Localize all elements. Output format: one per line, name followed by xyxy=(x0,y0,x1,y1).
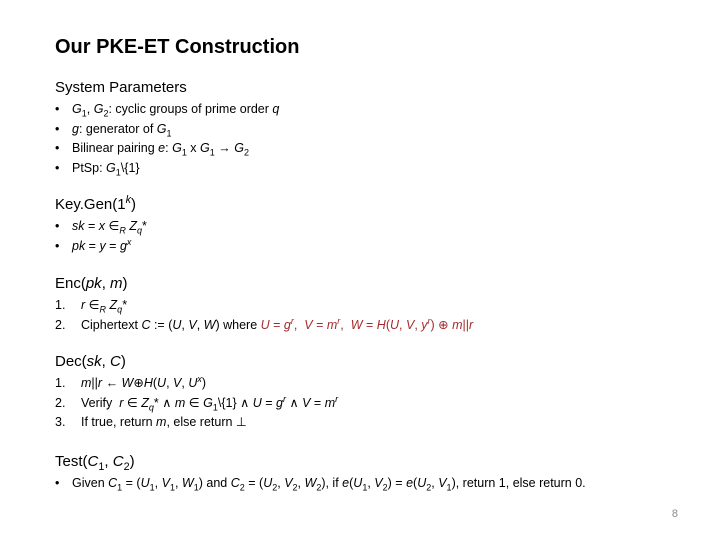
keygen-list xyxy=(55,217,147,256)
system-parameters-list xyxy=(55,100,279,178)
bullet-marker: • xyxy=(55,219,60,233)
bullet-marker: • xyxy=(55,121,60,136)
list-item: 1. m||r ← W⊕H(U, V, $U^x$) xyxy=(55,374,338,394)
test-heading: $Test(C_1$, $C_2$) xyxy=(55,453,135,473)
ciphertext-definition: $U = g^r$, $V = m^r$, W = H(U, V, $y^r$) ⊕ m||r xyxy=(260,315,474,332)
list-item: • g: generator of $G_1$ xyxy=(55,121,172,138)
list-item: 3. If true, return m, else return ⊥ xyxy=(55,413,338,433)
keygen-heading: Key.Gen(1$^k$) xyxy=(55,194,136,213)
number-marker: 2. xyxy=(55,317,66,332)
system-parameters-heading: System Parameters xyxy=(55,79,187,96)
list-item: • $G_1$, $G_2$: cyclic groups of prime order q xyxy=(55,102,280,119)
enc-heading: Enc(pk, m) xyxy=(55,275,128,292)
list-item: 2. Ciphertext C := (U, V, W) where $U = g^r$, $V = m^r$, W = H(U, V, $y^r$) ⊕ m||r xyxy=(55,316,473,336)
bullet-marker: • xyxy=(55,476,60,490)
test-list xyxy=(55,474,586,494)
bullet-marker: • xyxy=(55,238,60,253)
enc-section xyxy=(55,274,473,335)
list-item: 2. Verify r ∈ $Z_q*$ ∧ m ∈ $G_1\backslash\{1\}$ ∧ $U = g^r$ ∧ $V = m^r$ xyxy=(55,393,339,412)
test-section xyxy=(55,452,586,494)
keygen-section xyxy=(55,195,147,256)
number-marker: 1. xyxy=(55,376,66,390)
slide-title: Our PKE-ET Construction xyxy=(55,36,300,58)
dec-list xyxy=(55,374,338,433)
list-item: • sk = x $\in_R$ $Z_q*$ xyxy=(55,219,147,236)
number-marker: 2. xyxy=(55,395,66,410)
list-item: 1. r $\in_R$ $Z_q*$ xyxy=(55,298,128,315)
list-item: • Bilinear pairing e: $G_1$ x $G_1 \to G_2$ xyxy=(55,141,249,158)
page-number: 8 xyxy=(671,508,678,520)
list-item: • Given $C_1 = (U_1$, $V_1$, $W_1$) and $C_2 = (U_2$, $V_2$, $W_2$), if $e(U_1$, $V_2) = e(U_2$, $V_1$), return 1, else return 0. xyxy=(55,476,586,493)
list-item: • pk = $y = g^x$ xyxy=(55,237,147,257)
dec-heading: Dec(sk, C) xyxy=(55,353,126,370)
list-item: • PtSp: $G_1\backslash\{1\}$ xyxy=(55,160,140,177)
number-marker: 3. xyxy=(55,415,66,429)
dec-section xyxy=(55,352,338,433)
number-marker: 1. xyxy=(55,298,66,312)
bullet-marker: • xyxy=(55,141,60,155)
bullet-marker: • xyxy=(55,102,60,116)
enc-list xyxy=(55,296,473,335)
system-parameters-section xyxy=(55,78,279,178)
bullet-marker: • xyxy=(55,160,60,175)
